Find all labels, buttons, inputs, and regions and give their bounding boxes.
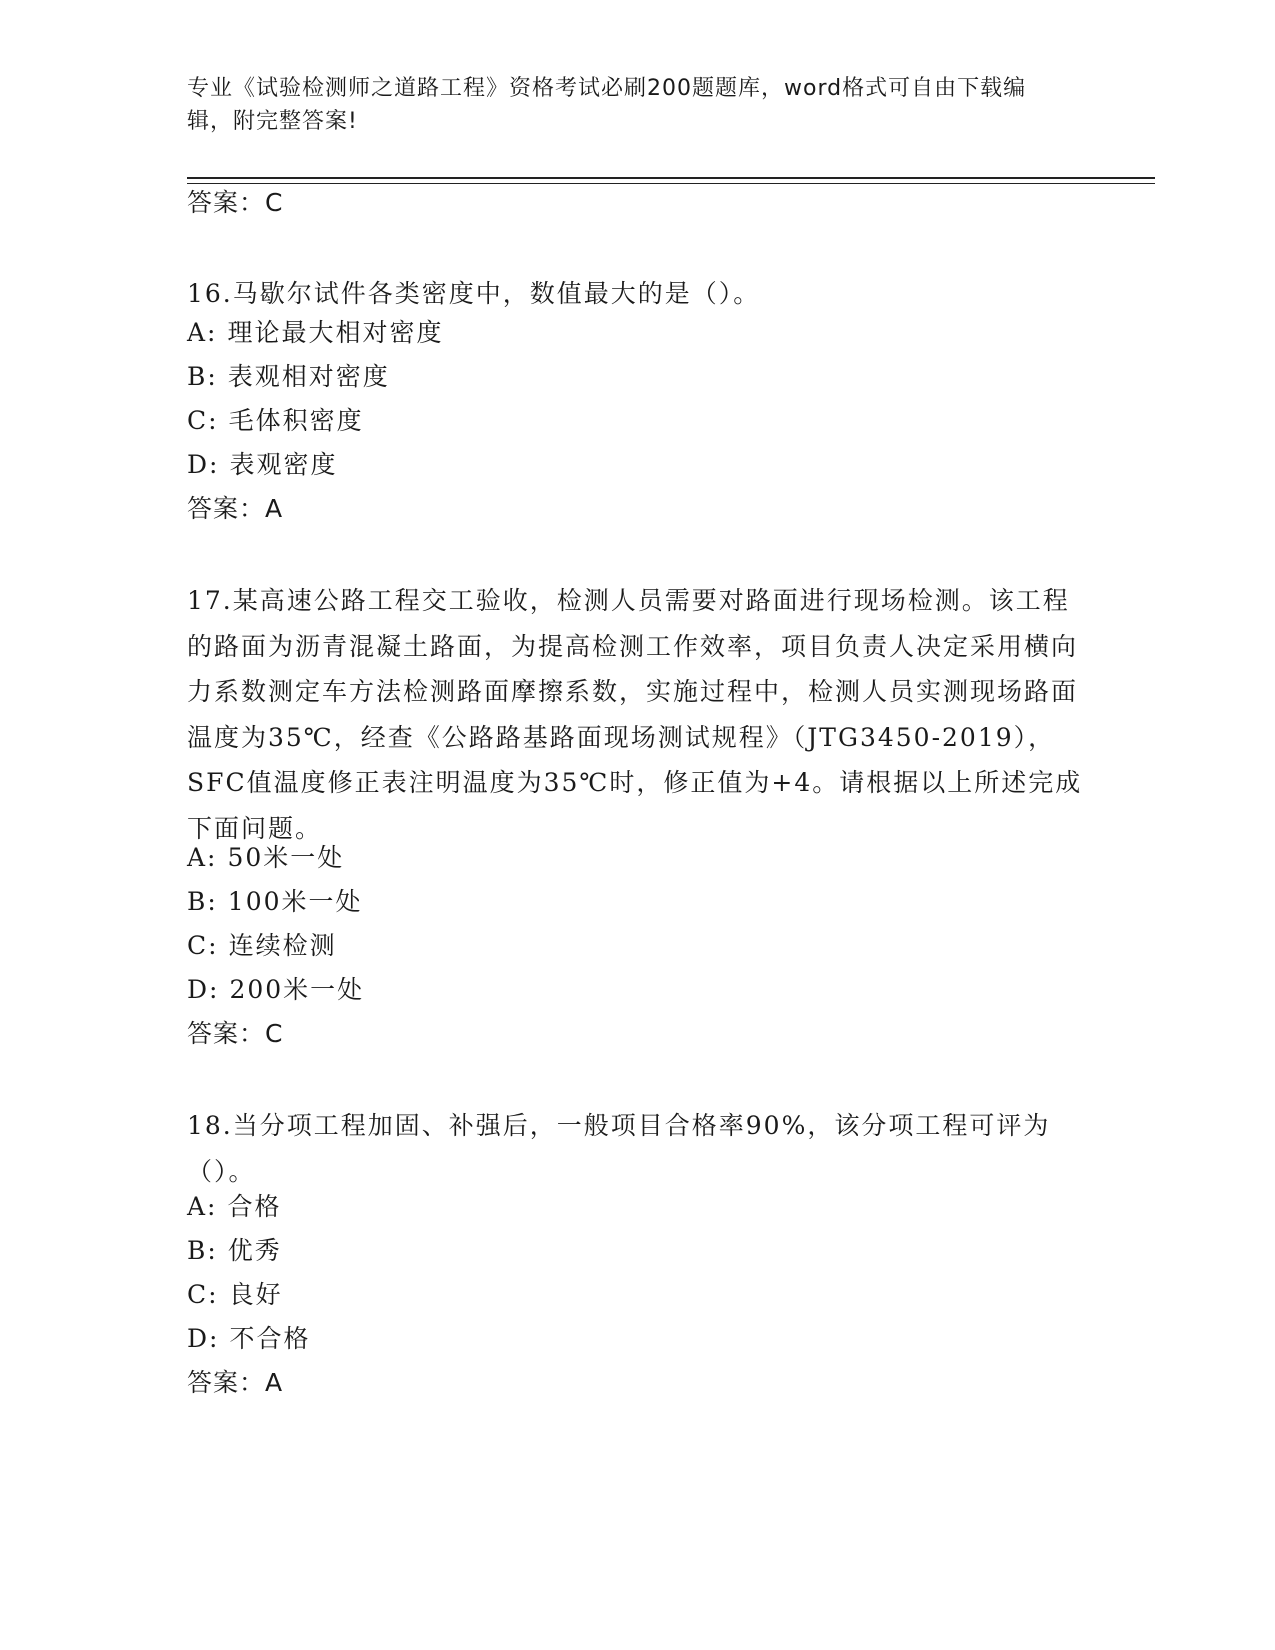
answer-label: 答案： xyxy=(187,494,266,523)
option-b xyxy=(187,1234,282,1268)
option-b xyxy=(187,885,363,919)
option-text: 50米一处 xyxy=(227,843,345,872)
answer-value: C xyxy=(265,1019,283,1048)
option-text: 表观相对密度 xyxy=(227,362,390,391)
option-key: A: xyxy=(187,1192,218,1221)
option-key: A: xyxy=(187,318,218,347)
question-text: 16.马歇尔试件各类密度中，数值最大的是（）。 xyxy=(187,279,761,308)
answer-line xyxy=(187,1017,282,1051)
option-key: C: xyxy=(187,931,219,960)
option-key: D: xyxy=(187,975,220,1004)
option-text: 良好 xyxy=(228,1280,283,1309)
option-key: B: xyxy=(187,1236,218,1265)
option-c xyxy=(187,929,337,963)
option-b xyxy=(187,360,390,394)
option-text: 毛体积密度 xyxy=(228,406,364,435)
option-d xyxy=(187,448,337,482)
answer-line xyxy=(187,1366,282,1400)
option-text: 200米一处 xyxy=(229,975,365,1004)
answer-label: 答案： xyxy=(187,1368,266,1397)
answer-value: A xyxy=(265,1368,283,1397)
option-key: A: xyxy=(187,843,218,872)
option-a xyxy=(187,841,344,875)
answer-line xyxy=(187,186,282,220)
option-text: 合格 xyxy=(227,1192,282,1221)
answer-value: A xyxy=(265,494,283,523)
option-text: 连续检测 xyxy=(228,931,337,960)
option-c xyxy=(187,404,364,438)
option-text: 理论最大相对密度 xyxy=(227,318,444,347)
answer-line xyxy=(187,492,282,526)
option-text: 不合格 xyxy=(229,1324,311,1353)
answer-label: 答案： xyxy=(187,188,266,217)
option-c xyxy=(187,1278,283,1312)
option-key: D: xyxy=(187,450,220,479)
option-text: 表观密度 xyxy=(229,450,338,479)
option-d xyxy=(187,1322,310,1356)
question-text: 17.某高速公路工程交工验收，检测人员需要对路面进行现场检测。该工程的路面为沥青混凝土路面，为提高检测工作效率，项目负责人决定采用横向力系数测定车方法检测路面摩擦系数，实施过程中，检测人员实测现场路面温度为35℃，经查《公路路基路面现场测试规程》（JTG3450-2019），SFC值温度修正表注明温度为35℃时，修正值为+4。请根据以上所述完成下面问题。 xyxy=(187,586,1083,843)
header-rule-thin xyxy=(187,183,1155,184)
option-key: C: xyxy=(187,406,219,435)
option-key: B: xyxy=(187,887,218,916)
answer-label: 答案： xyxy=(187,1019,266,1048)
answer-value: C xyxy=(265,188,283,217)
option-text: 100米一处 xyxy=(227,887,363,916)
option-key: D: xyxy=(187,1324,220,1353)
option-a xyxy=(187,1190,282,1224)
option-key: C: xyxy=(187,1280,219,1309)
option-text: 优秀 xyxy=(227,1236,282,1265)
option-key: B: xyxy=(187,362,218,391)
header-rule-thick xyxy=(187,177,1155,179)
document-header: 专业《试验检测师之道路工程》资格考试必刷200题题库，word格式可自由下载编辑，附完整答案! xyxy=(187,76,1027,134)
option-d xyxy=(187,973,364,1007)
question-text: 18.当分项工程加固、补强后，一般项目合格率90%，该分项工程可评为（）。 xyxy=(187,1111,1051,1186)
option-a xyxy=(187,316,444,350)
